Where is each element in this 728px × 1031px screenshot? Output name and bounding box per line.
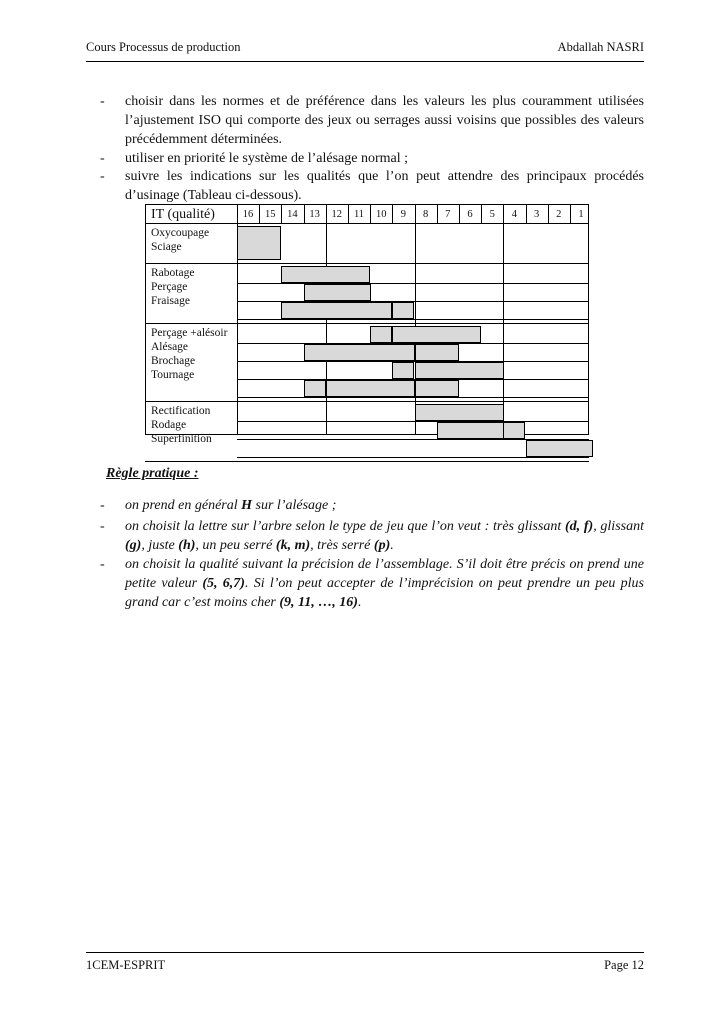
it-column-header: 1 bbox=[578, 209, 584, 220]
it-range-bar bbox=[326, 380, 415, 397]
rule-text bbox=[125, 496, 644, 515]
table-grid-line bbox=[145, 401, 589, 402]
table-grid-line bbox=[145, 223, 589, 224]
footer-page-number: Page 12 bbox=[604, 958, 644, 972]
it-range-bar bbox=[415, 344, 459, 361]
it-range-bar bbox=[281, 266, 370, 283]
it-quality-table bbox=[145, 204, 589, 445]
table-grid-line bbox=[481, 204, 482, 223]
it-column-header: 14 bbox=[287, 209, 298, 220]
rule-fragment: . bbox=[357, 595, 362, 610]
table-grid-line bbox=[348, 204, 349, 223]
rule-fragment: , juste bbox=[141, 538, 179, 553]
header-divider bbox=[86, 61, 644, 62]
rule-fragment: , un peu serré bbox=[195, 538, 276, 553]
table-grid-line bbox=[437, 204, 438, 223]
table-grid-line bbox=[145, 461, 589, 462]
it-range-bar bbox=[503, 422, 525, 439]
bullet-dash: - bbox=[100, 557, 105, 572]
rule-fragment: . Si l’on peut accepter de l’imprécision on peut prendre un peu plus grand car c’est moins cher bbox=[125, 576, 644, 610]
process-name: Fraisage bbox=[151, 295, 190, 307]
process-name: Rabotage bbox=[151, 267, 195, 279]
rule-fragment: on prend en général bbox=[125, 498, 242, 513]
it-column-header: 4 bbox=[511, 209, 518, 220]
it-column-header: 2 bbox=[556, 209, 562, 220]
it-column-header: 9 bbox=[400, 209, 407, 220]
it-range-bar bbox=[526, 440, 593, 457]
rule-emphasis: H bbox=[241, 498, 253, 513]
bullet-item-2 bbox=[100, 149, 644, 168]
table-grid-line bbox=[145, 263, 589, 264]
table-grid-line bbox=[548, 204, 549, 223]
it-range-bar bbox=[415, 380, 459, 397]
rule-emphasis: (k, m) bbox=[275, 538, 311, 553]
it-column-header: 8 bbox=[422, 209, 429, 220]
rule-fragment: , très serré bbox=[310, 538, 374, 553]
footer-school: 1CEM-ESPRIT bbox=[86, 958, 166, 972]
process-row-line bbox=[237, 319, 589, 320]
rule-item-3 bbox=[100, 555, 644, 612]
it-range-bar bbox=[237, 226, 281, 260]
it-column-header: 7 bbox=[445, 209, 451, 220]
it-range-bar bbox=[392, 326, 481, 343]
table-grid-line bbox=[259, 204, 260, 223]
rule-fragment: sur l’alésage ; bbox=[252, 498, 337, 513]
table-grid-line bbox=[459, 204, 460, 223]
it-column-header: 16 bbox=[242, 209, 254, 220]
process-group-labels bbox=[151, 266, 194, 308]
rule-emphasis: (h) bbox=[178, 538, 196, 553]
bullet-text: suivre les indications sur les qualités que l’on peut attendre des principaux procédés d’usinage (Tableau ci-dessous). bbox=[125, 169, 644, 203]
table-header-label: IT (qualité) bbox=[151, 207, 215, 222]
table-grid-line bbox=[281, 204, 282, 223]
it-column-header: 12 bbox=[331, 209, 343, 220]
rule-emphasis: (9, 11, …, 16) bbox=[279, 595, 358, 610]
process-group-labels bbox=[151, 326, 227, 382]
rule-text bbox=[125, 517, 644, 555]
table-grid-line bbox=[326, 204, 327, 223]
table-grid-line bbox=[503, 204, 504, 223]
bullet-dash: - bbox=[100, 498, 105, 513]
it-range-bar bbox=[392, 302, 414, 319]
bullet-dash: - bbox=[100, 519, 105, 534]
table-grid-line bbox=[145, 323, 589, 324]
process-group-labels bbox=[151, 404, 212, 446]
bullet-dash: - bbox=[100, 169, 105, 184]
process-name: Alésage bbox=[151, 341, 189, 353]
rule-fragment: , glissant bbox=[593, 519, 644, 534]
process-row-line bbox=[237, 283, 589, 284]
it-column-header: 6 bbox=[467, 209, 473, 220]
bullet-text: choisir dans les normes et de préférence dans les valeurs les plus couramment utilisées l’ajustement ISO qui comporte des jeux ou serrages aussi voisins que possibles des valeurs précédemment déterminées. bbox=[125, 94, 644, 147]
footer-divider bbox=[86, 952, 644, 953]
process-row-line bbox=[237, 457, 589, 458]
rule-item-1 bbox=[100, 496, 644, 515]
rule-emphasis: (p) bbox=[373, 538, 391, 553]
rule-item-2 bbox=[100, 517, 644, 555]
rule-emphasis: (d, f) bbox=[565, 519, 594, 534]
process-name: Perçage bbox=[151, 281, 188, 293]
process-name: Sciage bbox=[151, 241, 182, 253]
process-name: Perçage +alésoir bbox=[151, 327, 228, 339]
it-range-bar bbox=[281, 302, 392, 319]
process-group-labels bbox=[151, 226, 209, 254]
it-range-bar bbox=[304, 344, 415, 361]
rule-emphasis: (5, 6,7) bbox=[202, 576, 245, 591]
it-column-header: 15 bbox=[264, 209, 276, 220]
process-name: Rodage bbox=[151, 419, 187, 431]
it-range-bar bbox=[415, 404, 504, 421]
bullet-item-3 bbox=[100, 167, 644, 205]
it-range-bar bbox=[437, 422, 504, 439]
bullet-dash: - bbox=[100, 151, 105, 166]
it-column-header: 10 bbox=[375, 209, 387, 220]
table-grid-line bbox=[304, 204, 305, 223]
table-grid-line bbox=[370, 204, 371, 223]
bullet-dash: - bbox=[100, 94, 105, 109]
table-grid-line bbox=[392, 204, 393, 223]
bullet-item-1 bbox=[100, 92, 644, 149]
it-range-bar bbox=[415, 362, 504, 379]
process-name: Rectification bbox=[151, 405, 211, 417]
rule-text bbox=[125, 555, 644, 612]
process-name: Brochage bbox=[151, 355, 196, 367]
rule-emphasis: (g) bbox=[125, 538, 142, 553]
process-name: Superfinition bbox=[151, 433, 212, 445]
process-name: Tournage bbox=[151, 369, 195, 381]
header-author: Abdallah NASRI bbox=[557, 40, 644, 54]
bullet-text: utiliser en priorité le système de l’alésage normal ; bbox=[125, 151, 409, 166]
rule-fragment: on choisit la qualité suivant la précision de l’assemblage. S’il doit être précis on prend une petite valeur bbox=[125, 557, 644, 591]
it-column-header: 13 bbox=[309, 209, 320, 220]
table-grid-line bbox=[570, 204, 571, 223]
it-range-bar bbox=[392, 362, 414, 379]
table-grid-line bbox=[415, 204, 416, 223]
it-column-header: 5 bbox=[489, 209, 495, 220]
table-grid-line bbox=[526, 204, 527, 223]
rule-fragment: . bbox=[390, 538, 394, 553]
it-column-header: 11 bbox=[353, 209, 365, 220]
table-grid-line bbox=[326, 223, 327, 435]
process-row-line bbox=[237, 421, 589, 422]
process-row-line bbox=[237, 397, 589, 398]
it-range-bar bbox=[304, 284, 371, 301]
header-course-title: Cours Processus de production bbox=[86, 40, 241, 54]
it-range-bar bbox=[370, 326, 392, 343]
it-column-header: 3 bbox=[533, 209, 540, 220]
rule-fragment: on choisit la lettre sur l’arbre selon le type de jeu que l’on veut : très glissant bbox=[125, 519, 565, 534]
process-name: Oxycoupage bbox=[151, 227, 210, 239]
it-range-bar bbox=[304, 380, 326, 397]
practical-rule-title: Règle pratique : bbox=[106, 466, 199, 481]
